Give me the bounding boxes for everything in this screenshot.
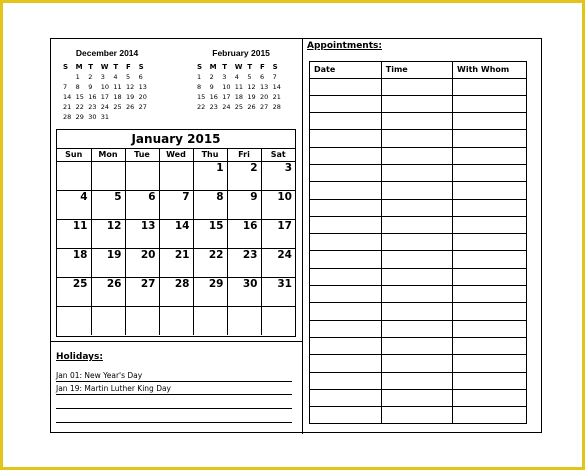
appointment-cell[interactable]: [453, 130, 526, 147]
mini-day: 28: [63, 113, 72, 121]
day-cell[interactable]: 30: [227, 277, 261, 306]
appointment-cell[interactable]: [453, 268, 526, 285]
mini-week-row: [63, 102, 151, 112]
day-cell[interactable]: 7: [159, 190, 193, 219]
appointment-row: [310, 234, 526, 251]
appointment-cell[interactable]: [381, 147, 452, 164]
mini-day: 17: [222, 93, 231, 101]
appointment-cell[interactable]: [453, 113, 526, 130]
mini-weekday-label: T: [88, 63, 93, 71]
mini-weekday-label: W: [234, 63, 243, 71]
week-row: [57, 161, 295, 190]
appointment-row: [310, 164, 526, 181]
appointment-cell[interactable]: [381, 113, 452, 130]
day-cell[interactable]: [125, 161, 159, 190]
mini-calendar-next-title: February 2015: [212, 48, 270, 58]
appointment-cell[interactable]: [453, 389, 526, 406]
month-grid: [57, 149, 295, 335]
day-cell[interactable]: 21: [159, 248, 193, 277]
mini-weekday-label: F: [259, 63, 265, 71]
day-cell[interactable]: 3: [261, 161, 295, 190]
mini-day: 14: [63, 93, 72, 101]
appointment-cell[interactable]: [453, 78, 526, 95]
appointment-row: [310, 182, 526, 199]
appointment-cell[interactable]: [310, 268, 381, 285]
day-cell[interactable]: 25: [57, 277, 91, 306]
day-cell[interactable]: [91, 161, 125, 190]
mini-day: 2: [88, 73, 93, 81]
mini-day: 16: [88, 93, 97, 101]
appointment-cell[interactable]: [381, 337, 452, 354]
mini-day: 10: [222, 83, 231, 91]
mini-day: 11: [234, 83, 244, 91]
appointment-cell[interactable]: [453, 407, 526, 424]
appointment-cell[interactable]: [453, 216, 526, 233]
mini-day: 1: [197, 73, 202, 81]
appointment-row: [310, 389, 526, 406]
mini-week-row: [197, 102, 285, 112]
mini-day: 8: [197, 83, 202, 91]
appointment-row: [310, 268, 526, 285]
mini-day: 15: [197, 93, 206, 101]
mini-day: 27: [138, 103, 147, 111]
mini-day: 24: [222, 103, 231, 111]
day-cell[interactable]: [57, 161, 91, 190]
appointment-cell[interactable]: [381, 355, 452, 372]
appointment-cell[interactable]: [453, 372, 526, 389]
mini-calendar-next: [197, 48, 285, 112]
mini-week-row: [197, 92, 285, 102]
appointment-row: [310, 130, 526, 147]
appointment-cell[interactable]: [453, 337, 526, 354]
mini-day: 11: [113, 83, 122, 91]
mini-day: 8: [75, 83, 80, 91]
appointment-cell[interactable]: [381, 234, 452, 251]
appointment-cell[interactable]: [453, 286, 526, 303]
day-cell[interactable]: 29: [193, 277, 227, 306]
appointment-row: [310, 320, 526, 337]
day-cell[interactable]: 1: [193, 161, 227, 190]
day-cell[interactable]: 31: [261, 277, 295, 306]
mini-week-row: [63, 112, 151, 122]
planner-sheet: [50, 38, 542, 433]
appointment-cell[interactable]: [310, 113, 381, 130]
mini-day: 14: [272, 83, 281, 91]
mini-weekday-label: T: [113, 63, 119, 71]
mini-day: 19: [125, 93, 135, 101]
appointment-cell[interactable]: [453, 355, 526, 372]
mini-day: 5: [247, 73, 252, 81]
week-row: [57, 306, 295, 335]
appointment-row: [310, 199, 526, 216]
day-cell[interactable]: 9: [227, 190, 261, 219]
mini-day: 18: [113, 93, 122, 101]
month-calendar: [56, 129, 296, 337]
day-cell[interactable]: 6: [125, 190, 159, 219]
appointment-cell[interactable]: [381, 389, 452, 406]
day-cell[interactable]: 5: [91, 190, 125, 219]
appointments-table-box: [309, 61, 527, 424]
appointment-cell[interactable]: [310, 337, 381, 354]
day-cell[interactable]: [193, 306, 227, 335]
weekday-header: Tue: [125, 149, 159, 161]
day-cell[interactable]: [159, 306, 193, 335]
day-cell[interactable]: [159, 161, 193, 190]
day-cell[interactable]: 22: [193, 248, 227, 277]
mini-day: 25: [234, 103, 244, 111]
day-cell[interactable]: 20: [125, 248, 159, 277]
mini-day: 12: [125, 83, 135, 91]
day-cell[interactable]: 11: [57, 219, 91, 248]
mini-day: 23: [88, 103, 97, 111]
week-row: [57, 219, 295, 248]
mini-day: 18: [234, 93, 244, 101]
mini-day: 25: [113, 103, 122, 111]
appointment-cell[interactable]: [381, 286, 452, 303]
appointment-cell[interactable]: [453, 251, 526, 268]
appointment-cell[interactable]: [453, 320, 526, 337]
day-cell[interactable]: 24: [261, 248, 295, 277]
mini-day: 13: [259, 83, 269, 91]
appointment-cell[interactable]: [381, 251, 452, 268]
mini-week-row: [63, 82, 151, 92]
appointment-cell[interactable]: [310, 164, 381, 181]
week-row: [57, 277, 295, 306]
appointment-cell[interactable]: [310, 372, 381, 389]
mini-day: 26: [125, 103, 135, 111]
appointment-cell[interactable]: [310, 251, 381, 268]
appointment-row: [310, 113, 526, 130]
weekday-header: Fri: [227, 149, 261, 161]
mini-calendar-prev-grid: [63, 62, 151, 122]
mini-day: 5: [125, 73, 131, 81]
day-cell[interactable]: 16: [227, 219, 261, 248]
appointment-cell[interactable]: [310, 95, 381, 112]
day-cell[interactable]: [261, 306, 295, 335]
mini-day: 12: [247, 83, 256, 91]
mini-day: 6: [138, 73, 143, 81]
day-cell[interactable]: 28: [159, 277, 193, 306]
appointment-cell[interactable]: [453, 182, 526, 199]
weekday-header: Wed: [159, 149, 193, 161]
appointment-cell[interactable]: [310, 78, 381, 95]
appointment-cell[interactable]: [310, 303, 381, 320]
mini-weekday-label: M: [209, 63, 217, 71]
appointments-column-header: Time: [381, 62, 452, 78]
month-title: January 2015: [57, 130, 295, 149]
day-cell[interactable]: 17: [261, 219, 295, 248]
appointments-column-header: Date: [310, 62, 381, 78]
appointment-cell[interactable]: [310, 320, 381, 337]
column-divider: [302, 39, 303, 434]
holiday-line[interactable]: Jan 01: New Year's Day: [56, 370, 292, 382]
mini-day: 31: [100, 113, 110, 121]
mini-day: 20: [138, 93, 147, 101]
mini-day: 7: [63, 83, 68, 91]
appointment-cell[interactable]: [381, 199, 452, 216]
weekday-header: Mon: [91, 149, 125, 161]
mini-day: 21: [272, 93, 281, 101]
appointment-cell[interactable]: [453, 303, 526, 320]
appointment-cell[interactable]: [453, 164, 526, 181]
weekday-header: Sun: [57, 149, 91, 161]
appointment-row: [310, 216, 526, 233]
day-cell[interactable]: 26: [91, 277, 125, 306]
appointment-cell[interactable]: [310, 286, 381, 303]
appointment-cell[interactable]: [453, 199, 526, 216]
mini-day: 20: [259, 93, 269, 101]
appointment-cell[interactable]: [453, 234, 526, 251]
appointment-cell[interactable]: [381, 320, 452, 337]
day-cell[interactable]: 4: [57, 190, 91, 219]
appointment-row: [310, 337, 526, 354]
day-cell[interactable]: 15: [193, 219, 227, 248]
mini-day: 9: [88, 83, 93, 91]
mini-day: 19: [247, 93, 256, 101]
appointment-cell[interactable]: [453, 147, 526, 164]
appointment-row: [310, 303, 526, 320]
appointments-title: Appointments:: [307, 41, 382, 51]
mini-calendar-next-grid: [197, 62, 285, 112]
appointments-column-header: With Whom: [453, 62, 526, 78]
mini-weekday-label: S: [272, 63, 278, 71]
day-cell[interactable]: [91, 306, 125, 335]
mini-day: 3: [100, 73, 105, 81]
mini-day: 3: [222, 73, 227, 81]
mini-day: [126, 112, 139, 122]
day-cell[interactable]: 12: [91, 219, 125, 248]
appointment-row: [310, 251, 526, 268]
appointment-cell[interactable]: [310, 389, 381, 406]
mini-weekday-label: W: [100, 63, 109, 71]
holiday-line[interactable]: Jan 19: Martin Luther King Day: [56, 383, 292, 395]
appointment-cell[interactable]: [310, 182, 381, 199]
mini-day: 28: [272, 103, 281, 111]
appointment-cell[interactable]: [381, 182, 452, 199]
mini-week-row: [197, 82, 285, 92]
day-cell[interactable]: 2: [227, 161, 261, 190]
day-cell[interactable]: [227, 306, 261, 335]
mini-weekday-label: M: [75, 63, 83, 71]
day-cell[interactable]: 27: [125, 277, 159, 306]
day-cell[interactable]: 19: [91, 248, 125, 277]
mini-weekday-row: [63, 62, 151, 72]
mini-day: 17: [100, 93, 110, 101]
holiday-line[interactable]: [56, 411, 292, 423]
mini-day: 30: [88, 113, 97, 121]
day-cell[interactable]: 14: [159, 219, 193, 248]
mini-weekday-label: T: [222, 63, 227, 71]
mini-week-row: [63, 92, 151, 102]
mini-day: 1: [75, 73, 80, 81]
mini-weekday-label: S: [197, 63, 203, 71]
appointment-cell[interactable]: [310, 407, 381, 424]
day-cell[interactable]: 10: [261, 190, 295, 219]
mini-weekday-label: F: [125, 63, 131, 71]
mini-day: 6: [259, 73, 265, 81]
appointment-cell[interactable]: [381, 303, 452, 320]
appointment-row: [310, 147, 526, 164]
mini-weekday-row: [197, 62, 285, 72]
mini-week-row: [197, 72, 285, 82]
appointment-cell[interactable]: [381, 372, 452, 389]
mini-day: 23: [209, 103, 218, 111]
day-cell[interactable]: [57, 306, 91, 335]
mini-day: 15: [75, 93, 84, 101]
appointment-row: [310, 95, 526, 112]
appointment-cell[interactable]: [381, 95, 452, 112]
appointments-table: [310, 62, 526, 424]
mini-calendar-prev-title: December 2014: [75, 48, 139, 58]
mini-day: 4: [113, 73, 118, 81]
mini-day: [63, 72, 76, 82]
appointment-row: [310, 286, 526, 303]
week-row: [57, 190, 295, 219]
holidays-title: Holidays:: [56, 352, 103, 362]
mini-day: [139, 112, 152, 122]
mini-day: 13: [138, 83, 147, 91]
mini-day: 22: [197, 103, 206, 111]
mini-day: 2: [209, 73, 214, 81]
mini-day: 16: [209, 93, 218, 101]
appointment-cell[interactable]: [381, 407, 452, 424]
day-cell[interactable]: 13: [125, 219, 159, 248]
mini-day: 22: [75, 103, 84, 111]
week-row: [57, 248, 295, 277]
appointment-cell[interactable]: [310, 216, 381, 233]
appointment-cell[interactable]: [381, 216, 452, 233]
mini-weekday-label: T: [247, 63, 253, 71]
weekday-header: Thu: [193, 149, 227, 161]
appointment-cell[interactable]: [310, 234, 381, 251]
weekday-header-row: [57, 149, 295, 161]
section-divider: [51, 341, 302, 342]
day-cell[interactable]: 23: [227, 248, 261, 277]
mini-day: 9: [209, 83, 214, 91]
weekday-header: Sat: [261, 149, 295, 161]
mini-day: 27: [259, 103, 269, 111]
mini-calendar-prev: [63, 48, 151, 122]
appointment-cell[interactable]: [453, 95, 526, 112]
day-cell[interactable]: 18: [57, 248, 91, 277]
appointment-cell[interactable]: [381, 78, 452, 95]
appointment-cell[interactable]: [381, 268, 452, 285]
appointment-cell[interactable]: [310, 130, 381, 147]
appointment-cell[interactable]: [381, 164, 452, 181]
appointment-cell[interactable]: [310, 355, 381, 372]
mini-day: 7: [272, 73, 277, 81]
mini-day: 29: [75, 113, 84, 121]
mini-day: 24: [100, 103, 110, 111]
appointment-cell[interactable]: [310, 199, 381, 216]
mini-weekday-label: S: [63, 63, 69, 71]
day-cell[interactable]: [125, 306, 159, 335]
mini-day: 4: [234, 73, 239, 81]
mini-day: 21: [63, 103, 72, 111]
appointment-cell[interactable]: [310, 147, 381, 164]
appointment-row: [310, 372, 526, 389]
appointment-row: [310, 355, 526, 372]
mini-weekday-label: S: [138, 63, 144, 71]
mini-week-row: [63, 72, 151, 82]
holiday-line[interactable]: [56, 397, 292, 409]
mini-day: 10: [100, 83, 110, 91]
appointments-header-row: [310, 62, 526, 78]
appointment-cell[interactable]: [381, 130, 452, 147]
day-cell[interactable]: 8: [193, 190, 227, 219]
appointment-row: [310, 78, 526, 95]
mini-day: [113, 112, 126, 122]
appointment-row: [310, 407, 526, 424]
mini-day: 26: [247, 103, 256, 111]
